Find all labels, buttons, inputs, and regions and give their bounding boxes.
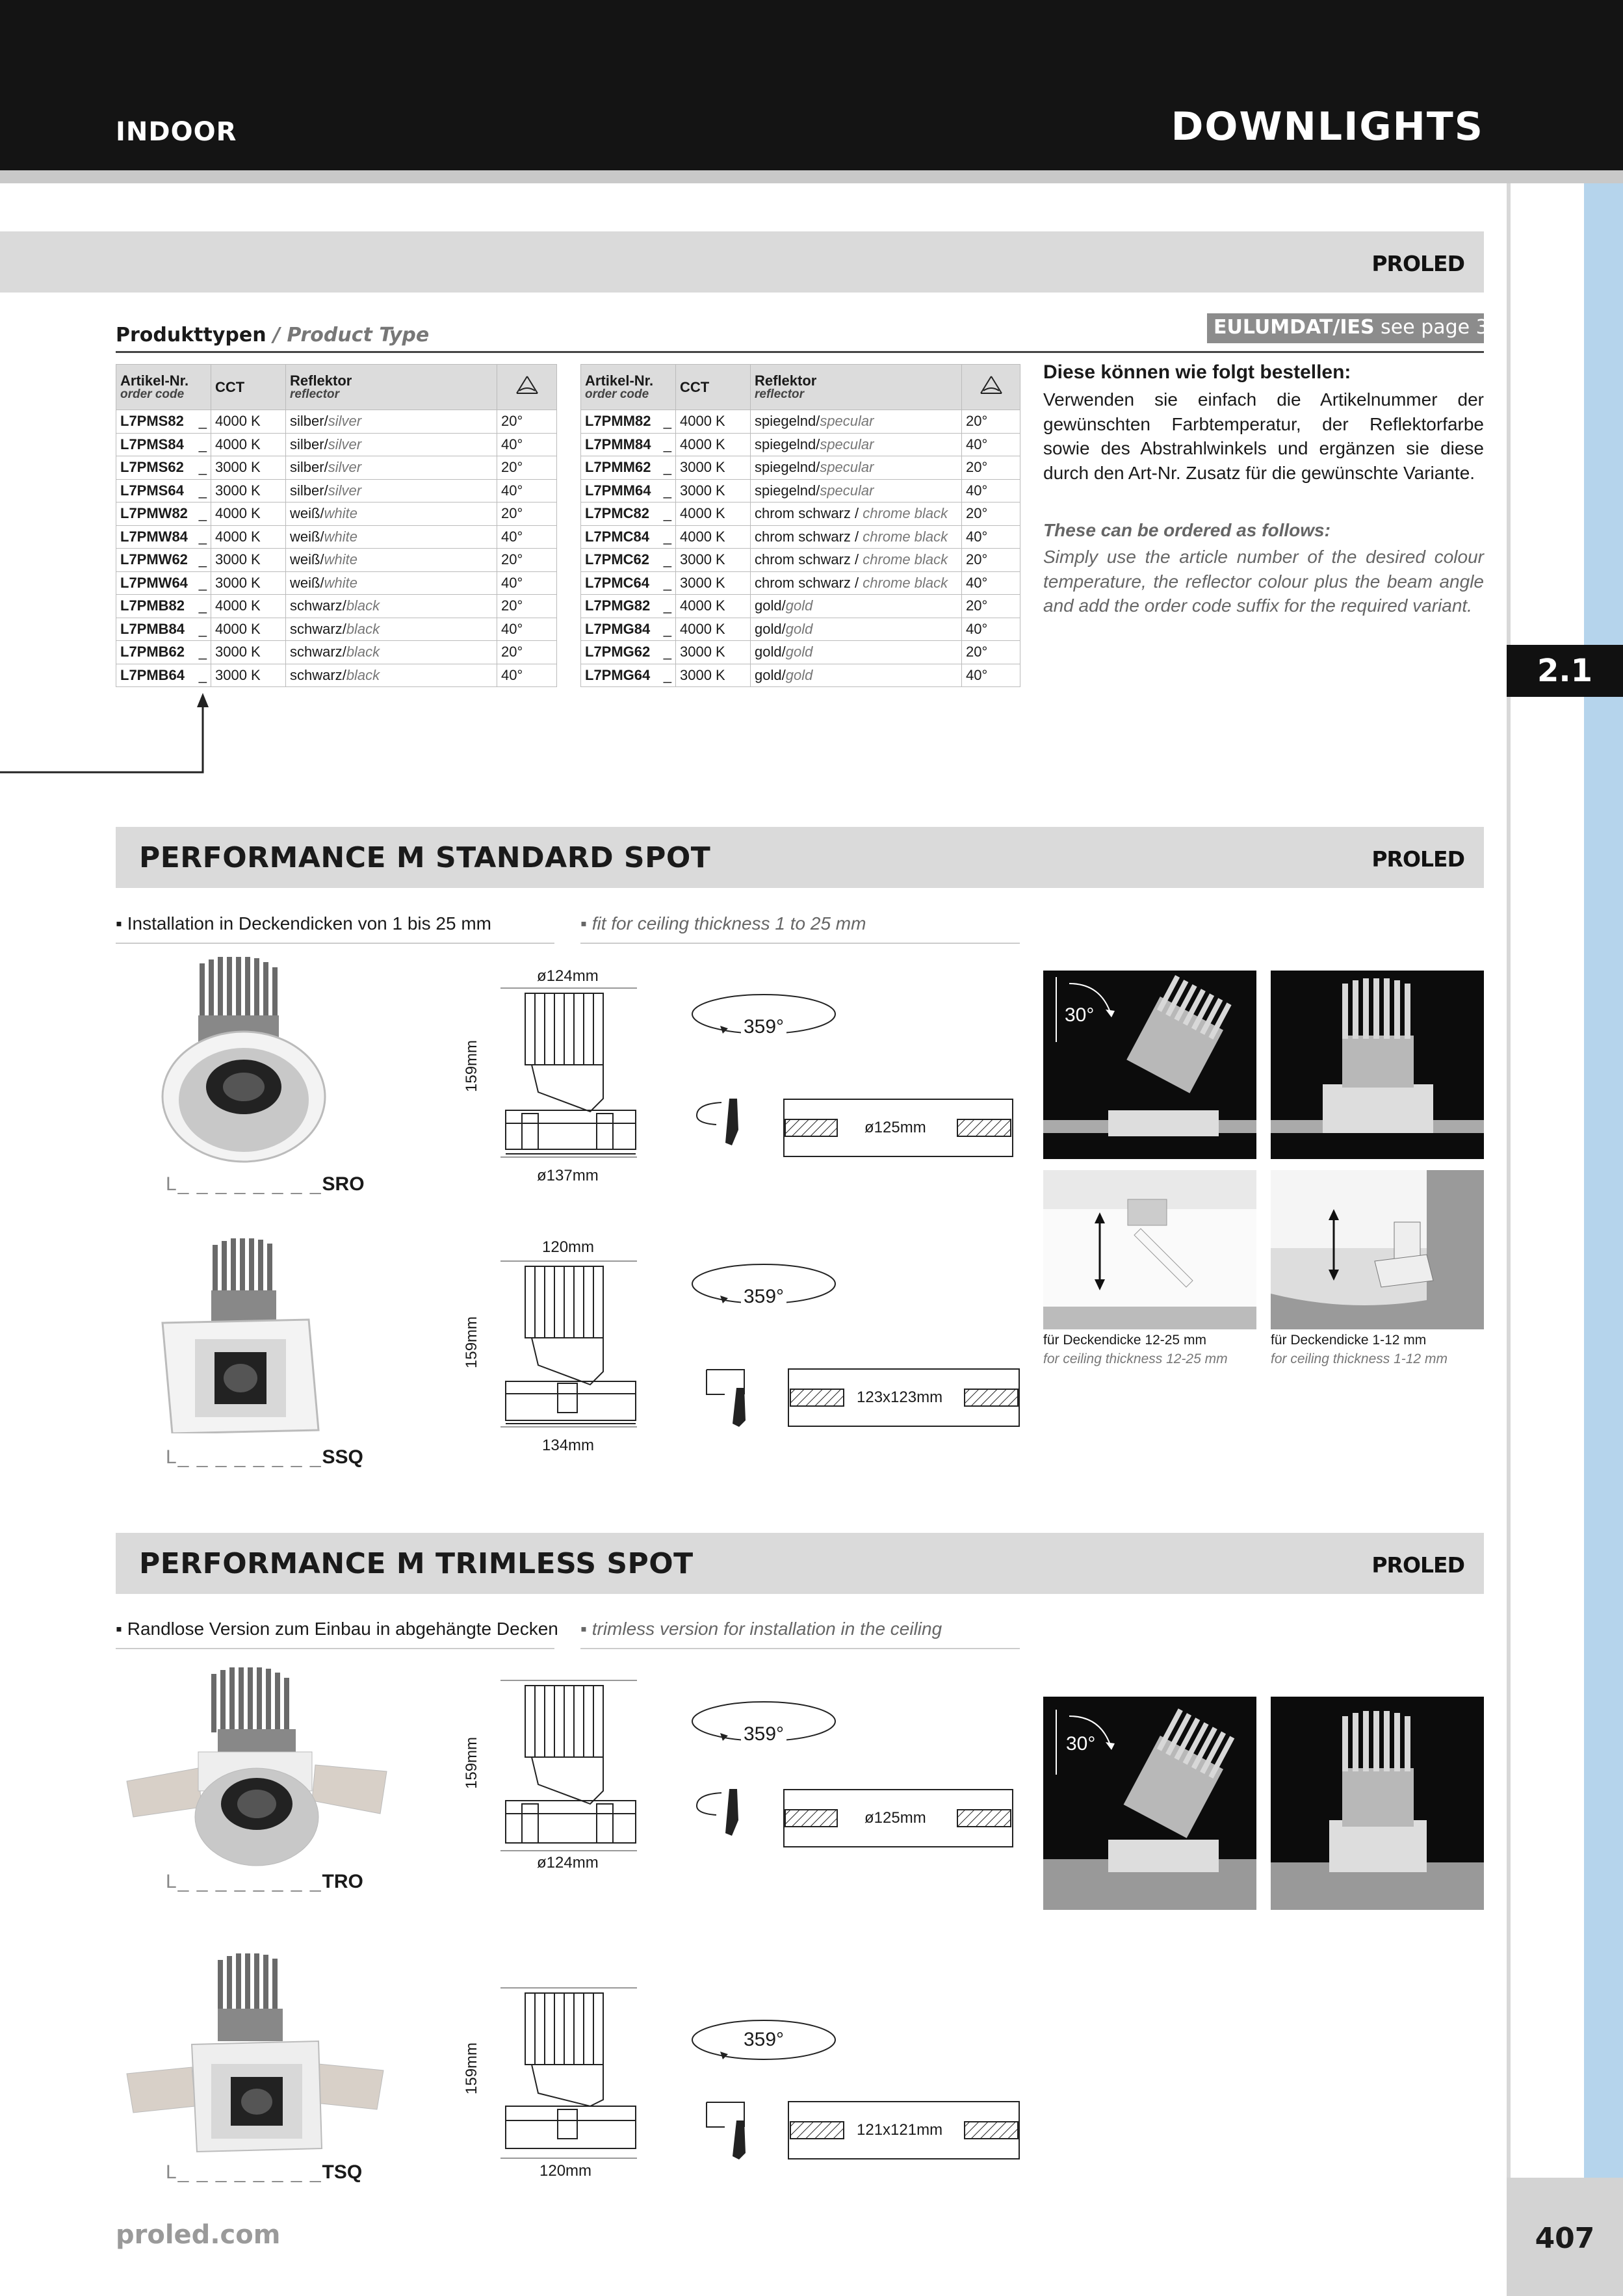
beam-angle-cell: 40° [497,479,557,502]
beam-angle-cell: 40° [962,664,1020,687]
ssq-product-image [159,1238,328,1433]
cct-cell: 3000 K [676,456,751,480]
col-header-cct: CCT [211,365,286,410]
beam-angle-cell: 40° [497,525,557,549]
variant-code-ssq: L_ _ _ _ _ _ _ _SSQ [166,1446,363,1468]
order-code-cell: L7PMM64 _ [581,479,676,502]
reflector-cell: chrom schwarz / chrome black [751,502,962,526]
reflector-cell: chrom schwarz / chrome black [751,525,962,549]
order-code-cell: L7PMM84 _ [581,433,676,456]
reflector-cell: weiß/white [286,549,497,572]
order-code-cell: L7PMM62 _ [581,456,676,480]
order-code-cell: L7PMB84 _ [116,618,211,641]
reflector-cell: spiegelnd/specular [751,456,962,480]
ssq-bottom-dim: 134mm [542,1437,595,1454]
cct-cell: 4000 K [676,502,751,526]
product-table-1 [116,364,557,687]
tro-product-image [120,1667,393,1869]
eulumdat-page-ref: see page 34 [1374,316,1501,339]
sro-rotation: 359° [741,1016,786,1038]
order-info-text-en: Simply use the article number of the desired colour temperature, the reflector colour plus the beam angle and add the order code suffix for the required variant. [1043,547,1484,616]
cct-cell: 4000 K [211,433,286,456]
reflector-cell: silber/silver [286,479,497,502]
beam-angle-cell: 20° [497,595,557,618]
brand-logo: PROLED [1371,1552,1464,1578]
product-type-title-en: / Product Type [273,324,430,346]
beam-angle-cell: 20° [497,410,557,434]
sro-dimension-drawing [467,962,649,1190]
beam-angle-cell: 40° [962,479,1020,502]
variant-code-sro: L_ _ _ _ _ _ _ _SRO [166,1173,365,1195]
table-row [116,410,557,434]
mounting-clip-icon [690,1788,762,1846]
tro-dimension-drawing [467,1667,649,1875]
heading-rule [116,351,1484,353]
tsq-dimension-drawing [467,1976,649,2184]
tsq-height-dim: 159mm [463,2042,480,2094]
sro-height-dim: 159mm [463,1039,480,1092]
beam-angle-cell: 40° [962,618,1020,641]
order-code-cell: L7PMS62 _ [116,456,211,480]
beam-angle-cell: 20° [962,595,1020,618]
page-number: 407 [1535,2222,1595,2255]
table-row [116,479,557,502]
ssq-dimension-drawing [467,1235,649,1459]
reflector-cell: silber/silver [286,433,497,456]
ssq-rotation: 359° [741,1286,786,1308]
beam-angle-cell: 40° [962,433,1020,456]
cct-cell: 3000 K [211,549,286,572]
order-code-cell: L7PMS82 _ [116,410,211,434]
tsq-product-image [120,1953,393,2161]
reflector-cell: schwarz/black [286,641,497,664]
table-row [116,433,557,456]
cct-cell: 3000 K [211,641,286,664]
cct-cell: 3000 K [211,571,286,595]
product-table-2 [580,364,1020,687]
beam-angle-cell: 20° [497,456,557,480]
thick-ceiling-photo [1043,1170,1256,1329]
reflector-cell: weiß/white [286,502,497,526]
brand-logo: PROLED [1371,251,1464,276]
cct-cell: 3000 K [676,664,751,687]
table-row [581,433,1020,456]
order-code-cell: L7PMB64 _ [116,664,211,687]
order-code-cell: L7PMG84 _ [581,618,676,641]
bullet-underline [116,1648,554,1649]
cct-cell: 3000 K [211,456,286,480]
table-row [581,595,1020,618]
cct-cell: 4000 K [211,595,286,618]
trimless-tilt-photo [1043,1697,1256,1910]
order-code-cell: L7PMW62 _ [116,549,211,572]
trimless-spot-title: PERFORMANCE M TRIMLESS SPOT [139,1547,694,1580]
cct-cell: 4000 K [676,595,751,618]
order-code-cell: L7PMB62 _ [116,641,211,664]
standard-bullet-en: ▪ fit for ceiling thickness 1 to 25 mm [580,913,866,933]
beam-angle-icon [962,365,1020,410]
reflector-cell: spiegelnd/specular [751,479,962,502]
variant-code-tsq: L_ _ _ _ _ _ _ _TSQ [166,2161,363,2183]
mounting-clip-icon [690,1097,762,1156]
tilt-angle-label: 30° [1066,1733,1096,1755]
beam-angle-cell: 40° [962,571,1020,595]
beam-angle-cell: 20° [962,641,1020,664]
sro-top-dim: ø124mm [537,967,599,985]
table-row [581,618,1020,641]
cct-cell: 4000 K [676,525,751,549]
order-code-cell: L7PMM82 _ [581,410,676,434]
beam-angle-cell: 40° [497,618,557,641]
reflector-cell: gold/gold [751,664,962,687]
table-row [116,595,557,618]
tro-bottom-dim: ø124mm [537,1854,599,1872]
beam-angle-cell: 20° [497,641,557,664]
tilt-angle-label: 30° [1065,1004,1095,1026]
cct-cell: 3000 K [676,571,751,595]
category-label: INDOOR [116,117,237,147]
beam-angle-cell: 20° [962,456,1020,480]
order-code-cell: L7PMS84 _ [116,433,211,456]
table-row [581,664,1020,687]
trimless-bullet-en: ▪ trimless version for installation in the ceiling [580,1619,942,1639]
reflector-cell: silber/silver [286,410,497,434]
page-edge-line [1507,183,1511,2178]
trimless-upright-photo [1271,1697,1484,1910]
table-row [116,456,557,480]
col-header-reflector: Reflektor reflector [286,365,497,410]
beam-angle-cell: 40° [497,664,557,687]
cct-cell: 3000 K [676,549,751,572]
pointer-arrow [0,689,221,780]
col-header-code: Artikel-Nr. order code [116,365,211,410]
beam-angle-cell: 20° [497,549,557,572]
mounting-clip-icon [705,2101,777,2163]
standard-bullet-de: ▪ Installation in Deckendicken von 1 bis 25 mm [116,913,492,933]
reflector-cell: schwarz/black [286,595,497,618]
standard-spot-title: PERFORMANCE M STANDARD SPOT [139,841,711,874]
table-row [581,410,1020,434]
table-row [581,502,1020,526]
tsq-rotation: 359° [741,2029,786,2051]
table-row [581,525,1020,549]
sro-bottom-dim: ø137mm [537,1167,599,1184]
cct-cell: 3000 K [211,664,286,687]
order-info-title-de: Diese können wie folgt bestellen: [1043,361,1351,383]
sro-product-image [159,957,328,1165]
table-row [581,456,1020,480]
ssq-top-dim: 120mm [542,1238,595,1256]
footer-url[interactable]: proled.com [116,2220,281,2250]
table-row [116,502,557,526]
table-row [116,641,557,664]
order-code-cell: L7PMG62 _ [581,641,676,664]
order-code-cell: L7PMC62 _ [581,549,676,572]
section-title: DOWNLIGHTS [1171,104,1484,150]
beam-angle-cell: 20° [962,502,1020,526]
beam-angle-cell: 20° [962,410,1020,434]
order-info-text-de: Verwenden sie einfach die Artikelnummer der gewünschten Farbtemperatur, der Reflektorfarbe sowie des Abstrahlwinkels und ergänzen sie diese durch den Art-Nr. Zusatz für die gewünschte Variante. [1043,389,1484,483]
eulumdat-link[interactable] [1207,313,1501,343]
sro-cutout: ø125mm [864,1119,926,1136]
cct-cell: 3000 K [211,479,286,502]
table-row [116,549,557,572]
tsq-cutout: 121x121mm [857,2121,943,2139]
cct-cell: 3000 K [676,641,751,664]
table-row [581,479,1020,502]
reflector-cell: schwarz/black [286,664,497,687]
eulumdat-label: EULUMDAT/IES [1214,316,1375,339]
order-code-cell: L7PMC64 _ [581,571,676,595]
cct-cell: 4000 K [676,410,751,434]
top-grey-strip [0,170,1623,183]
table-row [581,571,1020,595]
beam-angle-cell: 20° [497,502,557,526]
reflector-cell: spiegelnd/specular [751,433,962,456]
order-code-cell: L7PMW82 _ [116,502,211,526]
reflector-cell: weiß/white [286,571,497,595]
reflector-cell: silber/silver [286,456,497,480]
order-code-cell: L7PMG64 _ [581,664,676,687]
beam-angle-cell: 40° [962,525,1020,549]
brand-logo: PROLED [1371,846,1464,872]
upright-photo [1271,971,1484,1159]
trimless-spot-band [116,1533,1484,1594]
table-row [116,571,557,595]
chapter-tab-rail [1584,183,1623,2178]
table-row [116,525,557,549]
cct-cell: 4000 K [211,410,286,434]
tsq-bottom-dim: 120mm [539,2162,592,2180]
cct-cell: 3000 K [676,479,751,502]
thin-ceiling-photo [1271,1170,1484,1329]
bullet-underline [580,1648,1020,1649]
tilt-photo [1043,971,1256,1159]
col-header-code: Artikel-Nr. order code [581,365,676,410]
order-code-cell: L7PMG82 _ [581,595,676,618]
order-code-cell: L7PMC84 _ [581,525,676,549]
standard-spot-band [116,827,1484,888]
ssq-cutout: 123x123mm [857,1389,943,1406]
order-code-cell: L7PMS64 _ [116,479,211,502]
reflector-cell: gold/gold [751,618,962,641]
caption-thick-ceiling: für Deckendicke 12-25 mm for ceiling thickness 12-25 mm [1043,1333,1228,1366]
beam-angle-cell: 40° [497,433,557,456]
cct-cell: 4000 K [211,618,286,641]
beam-angle-cell: 40° [497,571,557,595]
reflector-cell: gold/gold [751,595,962,618]
cct-cell: 4000 K [211,502,286,526]
tro-rotation: 359° [741,1723,786,1745]
beam-angle-cell: 20° [962,549,1020,572]
reflector-cell: gold/gold [751,641,962,664]
cct-cell: 4000 K [676,433,751,456]
table-row [116,618,557,641]
tro-cutout: ø125mm [864,1809,926,1827]
reflector-cell: spiegelnd/specular [751,410,962,434]
mounting-clip-icon [705,1368,777,1430]
order-code-cell: L7PMW64 _ [116,571,211,595]
order-code-cell: L7PMC82 _ [581,502,676,526]
product-type-title-de: Produkttypen [116,324,266,346]
beam-angle-icon [497,365,557,410]
cct-cell: 4000 K [676,618,751,641]
col-header-cct: CCT [676,365,751,410]
order-code-cell: L7PMW84 _ [116,525,211,549]
tro-height-dim: 159mm [463,1736,480,1789]
order-code-cell: L7PMB82 _ [116,595,211,618]
reflector-cell: chrom schwarz / chrome black [751,549,962,572]
brand-band [0,231,1484,293]
cct-cell: 4000 K [211,525,286,549]
chapter-tab[interactable]: 2.1 [1507,645,1623,697]
reflector-cell: schwarz/black [286,618,497,641]
reflector-cell: weiß/white [286,525,497,549]
table-row [581,641,1020,664]
bullet-underline [116,943,554,944]
col-header-reflector: Reflektor reflector [751,365,962,410]
table-row [581,549,1020,572]
ssq-height-dim: 159mm [463,1316,480,1368]
bullet-underline [580,943,1020,944]
order-info-title-en: These can be ordered as follows: [1043,520,1331,540]
reflector-cell: chrom schwarz / chrome black [751,571,962,595]
caption-thin-ceiling: für Deckendicke 1-12 mm for ceiling thickness 1-12 mm [1271,1333,1448,1366]
variant-code-tro: L_ _ _ _ _ _ _ _TRO [166,1871,363,1892]
table-row [116,664,557,687]
trimless-bullet-de: ▪ Randlose Version zum Einbau in abgehängte Decken [116,1619,558,1639]
product-type-heading [116,324,429,346]
